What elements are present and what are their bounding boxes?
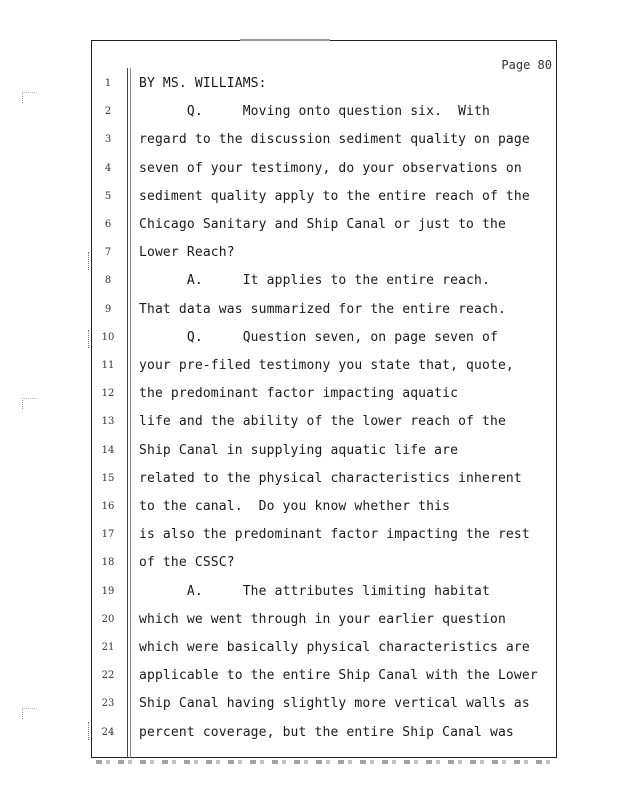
transcript-line: A. It applies to the entire reach. [139,273,490,288]
transcript-line: is also the predominant factor impacting the rest [139,527,530,542]
line-number: 6 [104,219,112,230]
line-number: 15 [101,473,115,484]
line-number: 3 [104,134,112,145]
line-number: 8 [104,275,112,286]
transcript-line: Lower Reach? [139,245,235,260]
line-number: 5 [104,191,112,202]
margin-tick [88,722,93,740]
line-number: 4 [104,163,112,174]
line-number: 23 [101,698,115,709]
transcript-line: That data was summarized for the entire reach. [139,302,506,317]
transcript-line: percent coverage, but the entire Ship Canal was [139,725,514,740]
transcript-line: regard to the discussion sediment quality on page [139,132,530,147]
line-number: 16 [101,501,115,512]
line-number: 20 [101,614,115,625]
transcript-line: seven of your testimony, do your observations on [139,161,522,176]
transcript-line: Ship Canal in supplying aquatic life are [139,443,459,458]
transcript-line: which were basically physical characteristics are [139,640,530,655]
transcript-line: related to the physical characteristics inherent [139,471,522,486]
line-number: 21 [101,642,115,653]
transcript-line: applicable to the entire Ship Canal with the Lower [139,668,538,683]
line-number: 1 [104,78,112,89]
margin-tick [88,252,93,270]
transcript-line: Q. Moving onto question six. With [139,104,490,119]
line-number: 14 [101,445,115,456]
header-scan-mark [240,39,330,41]
transcript-line: sediment quality apply to the entire reach of the [139,189,530,204]
line-number: 2 [104,106,112,117]
transcript-line: Ship Canal having slightly more vertical walls as [139,696,530,711]
left-margin-rule [127,68,128,758]
line-number: 9 [104,304,112,315]
transcript-line: Q. Question seven, on page seven of [139,330,498,345]
line-number: 22 [101,670,115,681]
line-number: 19 [101,586,115,597]
scan-artifact-top [22,92,37,103]
scan-artifact-middle [22,398,37,409]
page-number: Page 80 [501,58,552,72]
scan-artifact-bottom [22,708,37,719]
line-number: 11 [101,360,115,371]
transcript-line: your pre-filed testimony you state that, quote, [139,358,514,373]
line-number: 10 [101,332,115,343]
transcript-line: A. The attributes limiting habitat [139,584,490,599]
margin-tick [88,330,93,348]
transcript-line: which we went through in your earlier question [139,612,506,627]
line-number: 7 [104,247,112,258]
transcript-line: the predominant factor impacting aquatic [139,386,459,401]
line-number: 24 [101,727,115,738]
line-number: 18 [101,557,115,568]
left-margin-rule-inner [130,68,131,758]
transcript-line: of the CSSC? [139,555,235,570]
transcript-line: Chicago Sanitary and Ship Canal or just to the [139,217,506,232]
transcript-line: to the canal. Do you know whether this [139,499,451,514]
footer-scan-mark [96,760,556,764]
transcript-line: BY MS. WILLIAMS: [139,76,267,91]
line-number: 13 [101,416,115,427]
transcript-line: life and the ability of the lower reach of the [139,414,506,429]
line-number: 12 [101,388,115,399]
line-number: 17 [101,529,115,540]
